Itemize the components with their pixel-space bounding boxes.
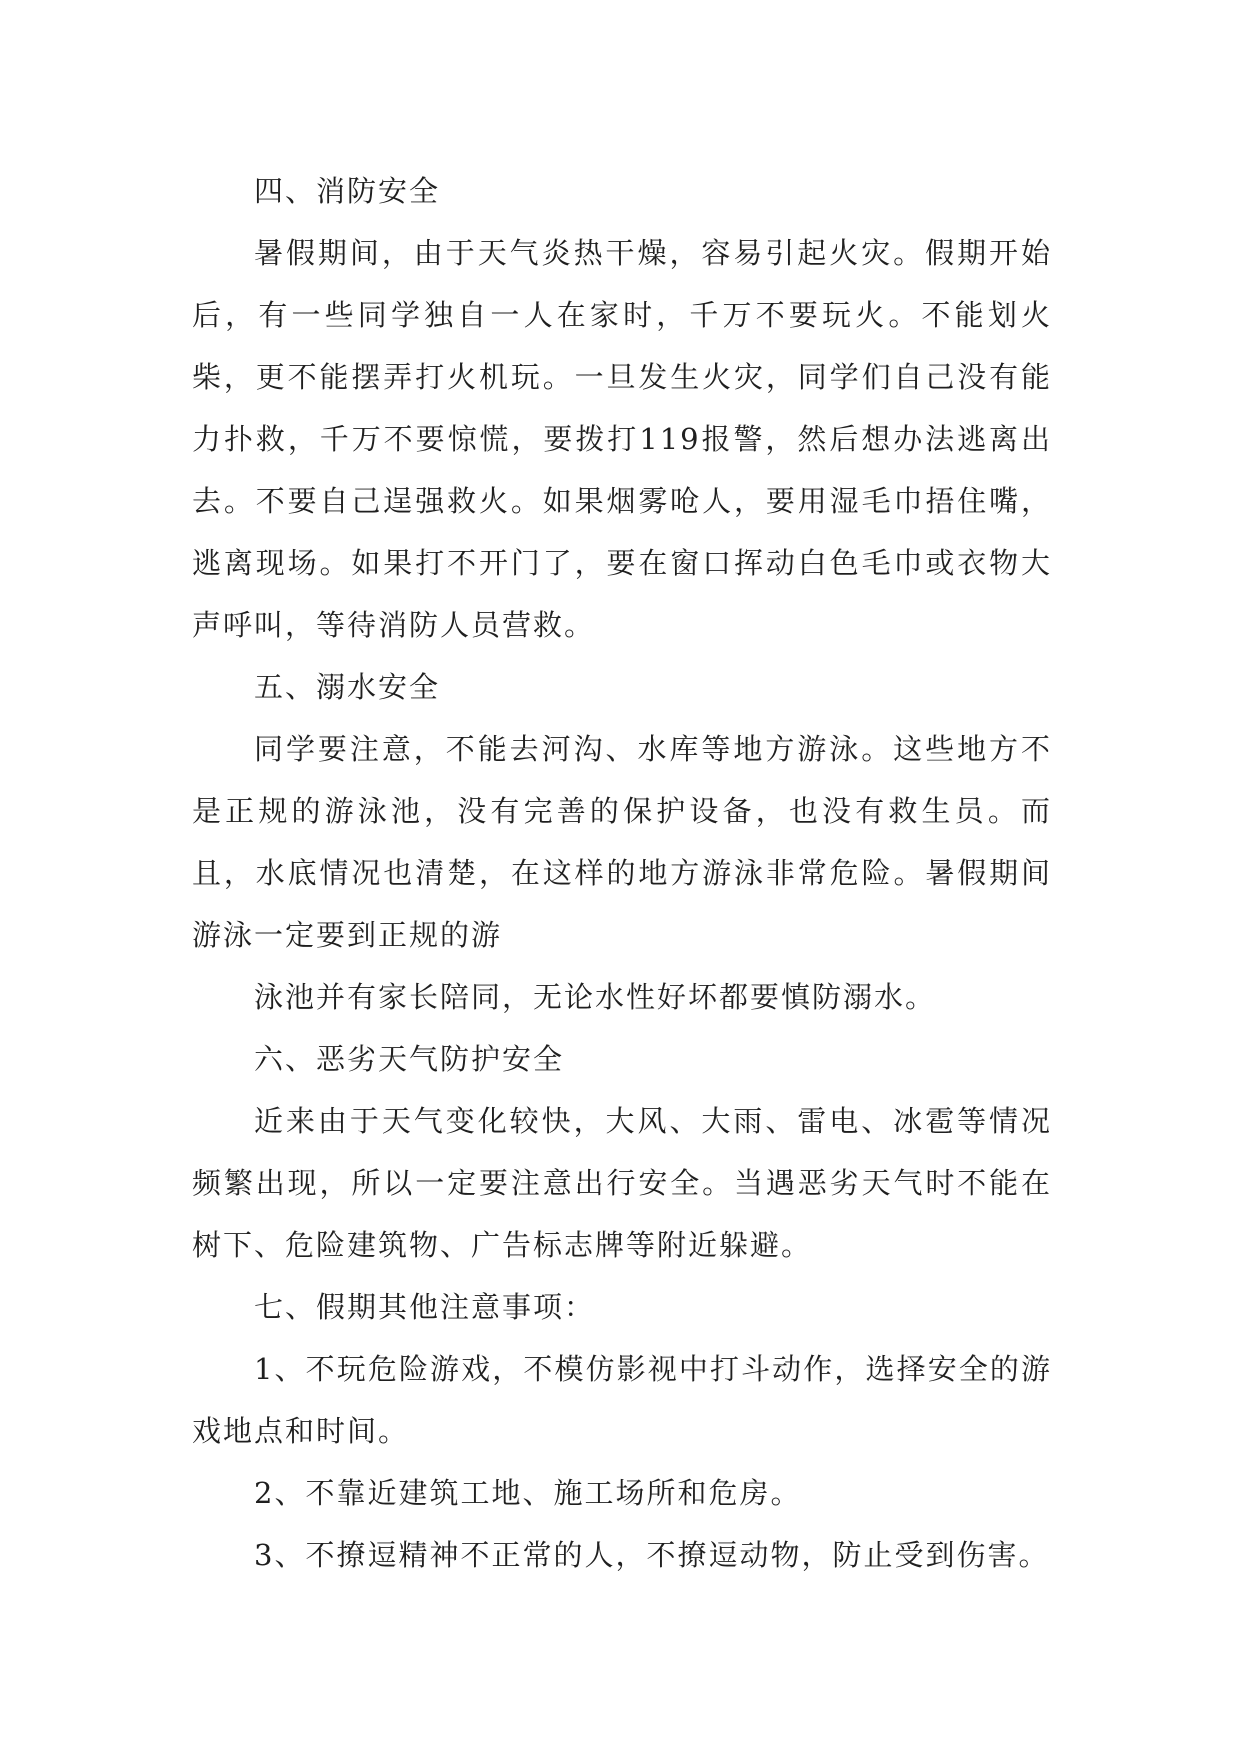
list-item-3: 3、不撩逗精神不正常的人，不撩逗动物，防止受到伤害。: [254, 1538, 1050, 1572]
heading-drowning-safety: 五、溺水安全: [254, 670, 441, 704]
heading-weather-safety: 六、恶劣天气防护安全: [254, 1042, 565, 1076]
paragraph-weather-safety: 近来由于天气变化较快，大风、大雨、雷电、冰雹等情况频繁出现，所以一定要注意出行安全。当遇恶劣天气时不能在树下、危险建筑物、广告标志牌等附近躲避。: [192, 1104, 1052, 1262]
paragraph-fire-safety: 暑假期间，由于天气炎热干燥，容易引起火灾。假期开始后，有一些同学独自一人在家时，千万不要玩火。不能划火柴，更不能摆弄打火机玩。一旦发生火灾，同学们自己没有能力扑救，千万不要惊慌，要拨打119报警，然后想办法逃离出去。不要自己逞强救火。如果烟雾呛人，要用湿毛巾捂住嘴，逃离现场。如果打不开门了，要在窗口挥动白色毛巾或衣物大声呼叫，等待消防人员营救。: [192, 236, 1052, 642]
list-item-2: 2、不靠近建筑工地、施工场所和危房。: [254, 1476, 802, 1510]
paragraph-drowning-safety-continued: 泳池并有家长陪同，无论水性好坏都要慎防溺水。: [254, 980, 937, 1014]
paragraph-drowning-safety: 同学要注意，不能去河沟、水库等地方游泳。这些地方不是正规的游泳池，没有完善的保护设备，也没有救生员。而且，水底情况也清楚，在这样的地方游泳非常危险。暑假期间游泳一定要到正规的游: [192, 732, 1052, 952]
heading-other-notes: 七、假期其他注意事项：: [254, 1290, 596, 1324]
heading-fire-safety: 四、消防安全: [254, 174, 441, 208]
document-body: [192, 160, 1052, 1586]
list-item-1: 1、不玩危险游戏，不模仿影视中打斗动作，选择安全的游戏地点和时间。: [192, 1352, 1052, 1448]
